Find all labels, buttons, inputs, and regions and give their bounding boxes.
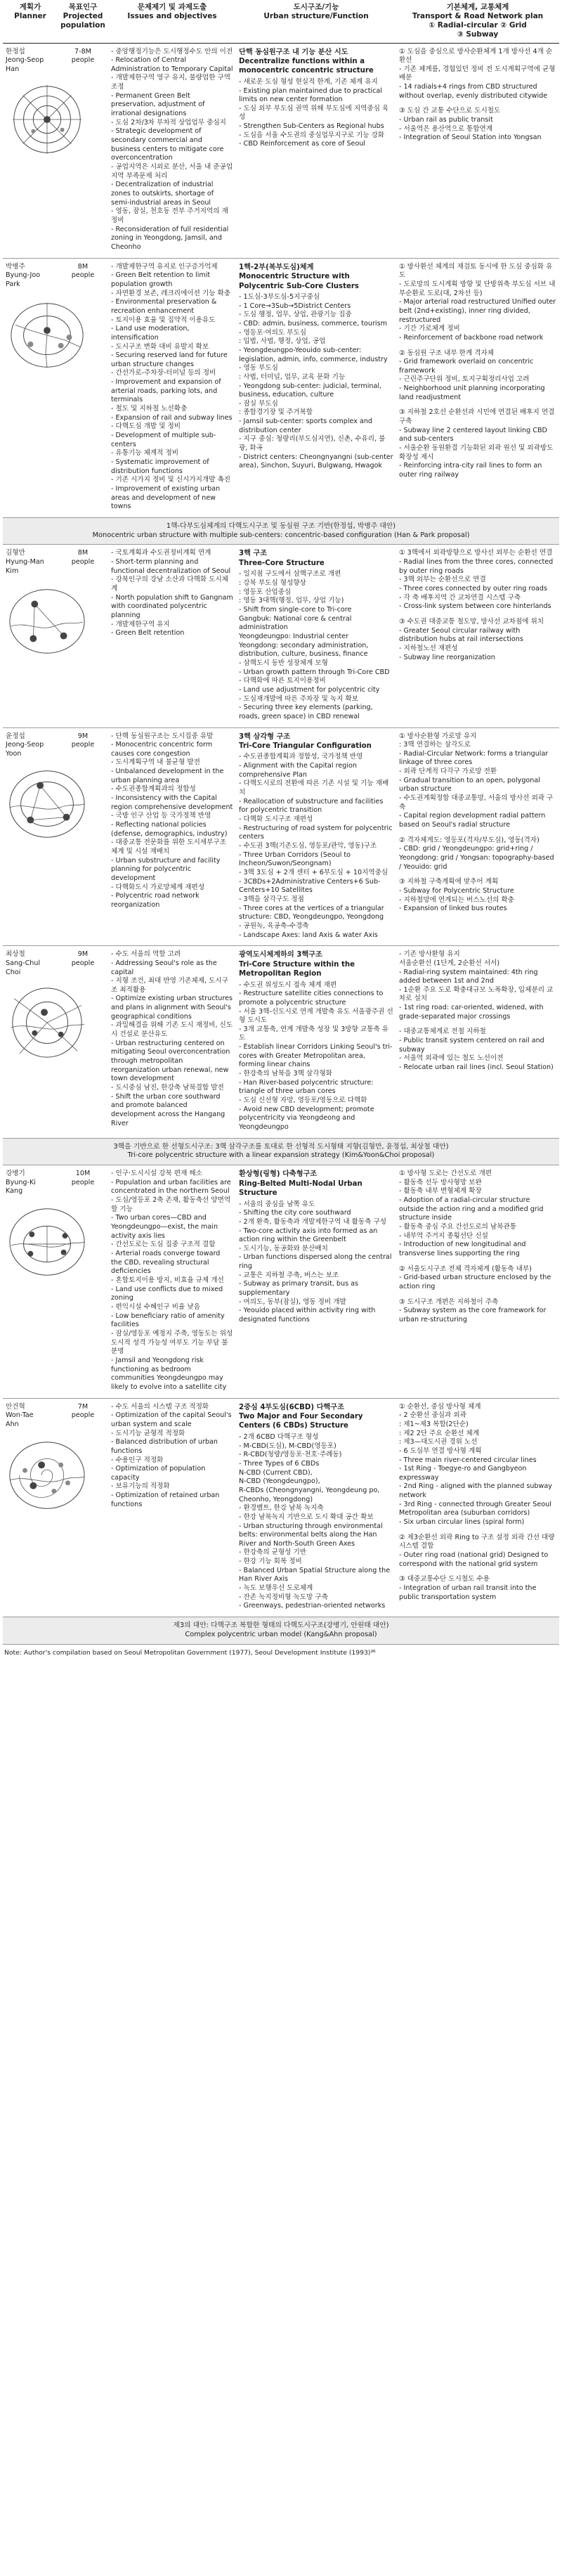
transport-subway: ③ 지하철 2호선 순환선과 시민에 연결된 배후지 연결 구축 - Subway line 2 centered layout linking CBD and sub-centers - 서울순환 동원환결 기능화된 외곽 원선 및 외곽방도 확장성 제시 - Reinforcing intra-city rail lines to form an outer ring railway <box>399 408 555 479</box>
urban-structure-cell <box>236 727 396 946</box>
polycentric-subcore-diagram <box>6 297 89 374</box>
three-core-diagram <box>6 583 89 660</box>
transport-radial-circular: ① 순환선, 중심 방사형 체계 - 2 순환선 중심과 외곽 : 제1~제3 복합(2단순) : 제2 2단 주요 순환선 체계 : 제3—대도시권 경위 노선 - 6 도심부 연결 방사형 계획 - Three main river-centered circular lines - 1st Ring - Toegye-ro and Gangbyeon expressway - 2nd Ring - aligned with the planned subway network - 3rd Ring - connected through Greater Seoul Metropolitan area (suburban corridors) - Six urban circular lines (spiral form) <box>399 1402 552 1527</box>
tri-core-triangle-diagram <box>6 765 89 843</box>
metropolitan-tri-core-diagram <box>6 984 89 1061</box>
transport-cell <box>396 727 559 946</box>
transport-radial-circular: ① 도심을 중심으로 방사순환체계 1개 방사선 4개 순환선 - 기존 체계를, 경험있던 정비 전 도시계획구역에 균형 배분 - 14 radials+4 rings from CBD structured without overlap, evenly distributed citywide <box>399 47 556 100</box>
urban-structure-cell <box>236 1165 396 1398</box>
planner-cell <box>3 43 58 258</box>
population-value: 9M people <box>58 727 108 946</box>
population-value: 8M people <box>58 545 108 727</box>
planner-name: 윤정섭 Jeong-Seop Yoon <box>6 732 44 758</box>
transport-radial-circular: ① 방사환선 체계의 재검토 동시에 한 도심 중심화 유도 - 도로망의 도시계획 방향 및 단방위축 부도심 서브 내부순환로 도로(대, 2차선 등) - Major arterial road restructured Unified outer belt (2nd+existing), inner ring divided, restructured - 기간 가로체계 정비 - Reinforcement of backbone road network <box>399 262 556 342</box>
transport-subway: - 대중교통체계로 전철 지하철 - Public transit system centered on rail and subway - 서울역 외곽에 있는 철도 노선이전 - Relocate urban rail lines (incl. Seoul Station) <box>399 1028 554 1072</box>
transport-grid: ② 서울도시구조 전체 격자체계 (활동축 내부) - Grid-based urban structure enclosed by the action ring <box>399 1264 551 1291</box>
summary-text: 1핵-다부도심체계의 다핵도시구조 및 동심원 구조 기반(한정섭, 박병주 대안) Monocentric urban structure with multiple sub-centers: concentric-based configuration (Han & Park proposal) <box>3 517 559 544</box>
plan-row-yoon <box>3 727 559 946</box>
issues-objectives: - 인구·도시시설 강북 편재 해소 - Population and urban facilities are concentrated in the northern Seoul - 도심/영등포 2축 존재, 활동축선 양면역할 기능 - Two urban cores—CBD and Yeongdeungpo—exist, the main activity axis lies - 간선도로는 도심 집중 구조적 결함 - Arterial roads converge toward the CBD, revealing structural deficiencies - 혼합토지이용 방지, 비효율 규제 개선 - Land use conflicts due to mixed zoning - 편익시설 수혜인구 비율 낮음 - Low beneficiary ratio of amenity facilities - 잠실/영등포 예정지 주축, 영동도는 위성도시적 성격 가능성 여부도 기능 부담 불분명 - Jamsil and Yeongdong risk functioning as bedroom communities Yeongdeungpo may likely to evolve into a satellite city <box>108 1165 236 1398</box>
planner-name: 안건혁 Won-Tae Ahn <box>6 1402 34 1428</box>
transport-subway: ③ 도심 간 교통 수단으로 도시철도 - Urban rail as public transit - 서울역은 용산역으로 통합연계 - Integration of Seoul Station into Yongsan <box>399 107 542 142</box>
table-header-row <box>3 0 559 43</box>
header-population: 목표인구 Projected population <box>58 0 108 43</box>
transport-radial-circular: ① 방사순환형 가로망 유지 : 3핵 연결하는 삼각도로 - Radial-Circular Network: forms a triangular linkage of three cores - 외곽 단계적 다각구 가로망 전환 - Gradual transition to an open, polygonal urban structure - 수도권계획정합 대중교통망, 서울의 방사선 외곽 구축 - Capital region development radial pattern based on Seoul's radial structure <box>399 732 554 829</box>
planner-name: 최상철 Sang-Chul Choi <box>6 950 41 976</box>
urban-structure-body: - 수도권 위성도시 접속 체계 재편 - Restructure satellite cities connections to promote a polycentric structure - 서울 3핵-신도시로 연계 개발축 유도 서울광주권 선형 도시도 - 3개 교통축, 연계 개발축 성장 및 3방향 교통축 유도 - Establish linear Corridors Linking Seoul's tri-cores with Greater Metropolitan area, forming linear chains - 한강축의 남북을 3핵 삼각형화 - Han River-based polycentric structure: triangle of three urban cores - 도심 신선형 자망, 영등포/영동으로 다핵화 - Avoid new CBD development; promote polycentricity via Yeongdeong and Yeongdeungpo <box>239 980 393 1132</box>
urban-structure-cell <box>236 43 396 258</box>
issues-objectives: - 수도 서울의 시스템 구조 적정화 - Optimization of the capital Seoul's urban system and scale - 도시기능 균형적 적정화 - Balanced distribution of urban functions - 수용인구 적정화 - Optimization of population capacity - 보유기능의 적정화 - Optimization of retained urban functions <box>108 1398 236 1617</box>
summary-text: 제3의 대안: 다핵구조 복합한 형태의 다핵도시구조(강병기, 안원태 대안) Complex polycentric urban model (Kang&Ahn proposal) <box>3 1617 559 1644</box>
plan-row-park <box>3 258 559 517</box>
population-value: 10M people <box>58 1165 108 1398</box>
issues-objectives: - 국토계획과 수도권정비계획 연계 - Short-term planning and functional decentralization of Seoul - 강북인구의 강남 소산과 다핵화 도시체계 - North population shift to Gangnam with coordinated polycentric planning - 개발제한구역 유지 - Green Belt retention <box>108 545 236 727</box>
planner-name: 강병기 Byung-Ki Kang <box>6 1170 36 1196</box>
urban-structure-title: 광역도시체계하의 3핵구조 Tri-Core Structure within the Metropolitan Region <box>239 951 355 978</box>
urban-structure-cell <box>236 946 396 1139</box>
transport-subway: ③ 지하철 구축계획에 맞추어 계획 - Subway for Polycentric Structure - 지하철망에 연계되는 버스노선의 확충 - Expansion of linked bus routes <box>399 878 514 913</box>
population-value: 7-8M people <box>58 43 108 258</box>
urban-structure-title: 3핵 구조 Three-Core Structure <box>239 550 325 567</box>
planner-name: 한정섭 Jeong-Seop Han <box>6 47 44 73</box>
urban-structure-body: - 일지점 구도에서 삼핵구조로 개편 : 강북 부도심 형성향상 : 영등포 산업중심 : 영동 3대핵(행정, 업무, 상업 기능) - Shift from single-core to Tri-core Gangbuk: National core & central administration Yeongdeungpo: Industrial center Yeongdong: secondary administration, distribution, culture, business, finance - 삼핵도시 동반 성장체계 모형 - Urban growth pattern through Tri-Core CBD - 다핵화에 따른 토지이용정비 - Land use adjustment for polycentric city - 도심재개발에 따른 주차장 및 녹지 확보 - Securing three key elements (parking, roads, green space) in CBD renewal <box>239 570 390 720</box>
header-issues: 문제제기 및 과제도출 Issues and objectives <box>108 0 236 43</box>
transport-cell <box>396 43 559 258</box>
plan-row-kim <box>3 545 559 727</box>
transport-radial-circular: - 기존 방사환형 유지 서울순환선 (1단계, 2순환선 서서) - Radial-ring system maintained: 4th ring added between 1st and 2nd - 1순환 주요 도로 확충대규모 노폭확장, 입체분리 교차로 설치 - 1st ring road: car-oriented, widened, with grade-separated major crossings <box>399 950 554 1021</box>
population-value: 8M people <box>58 258 108 517</box>
summary-row-complex <box>3 1617 559 1644</box>
urban-structure-title: 3핵 삼각형 구조 Tri-Core Triangular Configuration <box>239 732 372 750</box>
transport-subway: ③ 대중교통수단 도시철도 수용 - Integration of urban rail transit into the public transportation system <box>399 1575 537 1601</box>
population-value: 7M people <box>58 1398 108 1617</box>
issues-objectives: - 수도 서울의 역할 고려 - Addressing Seoul's role as the capital - 지형 조건, 최대 반영 기존체제, 도시구조 최적활용 - Optimize existing urban structures and plans in alignment with Seoul's geographical conditions - 과밀해결을 위해 기존 도시 재정비, 신도시 건설로 분산유도 - Urban restructuring centered on mitigating Seoul overconcentration through metropolitan reorganization urban renewal, new town development - 도시중심 남진, 한강축 남북결합 발전 - Shift the urban core southward and promote balanced development across the Hangang River <box>108 946 236 1139</box>
planner-name: 박병주 Byung-Joo Park <box>6 262 41 288</box>
transport-cell <box>396 1165 559 1398</box>
concentric-structure-diagram <box>6 81 89 158</box>
urban-structure-cell <box>236 1398 396 1617</box>
planner-cell <box>3 727 58 946</box>
transport-subway: ③ 도시구조 개편은 지하철이 주축 - Subway system as the core framework for urban re-structuring <box>399 1297 547 1324</box>
transport-cell <box>396 258 559 517</box>
urban-structure-body: - 수도권종합계획과 정합성, 국가정책 반영 - Alignment with the Capital region comprehensive Plan - 다핵도시로의 전환에 따른 기존 시설 및 기능 재배치 - Reallocation of substructure and facilities for polycentric transition - 다핵화 도시구조 재편성 - Restructuring of road system for polycentric centers - 수도권 3핵(기존도심, 영등포/관악, 영동)구조 - Three Urban Corridors (Seoul to Incheon/Suwon/Seongnam) - 3핵 3도심 + 2개 센터 + 6부도심 + 10지역중심 - 3CBDs+2Administrative Centers+6 Sub-Centers+10 Satellites - 3핵을 삼각구도 정점 - Three cores at the vertices of a triangular structure: CBD, Yeongdeungpo, Yeongdong - 공원녹, 육공축-수경축 - Landscape Axes: land Axis & water Axis <box>239 753 393 939</box>
transport-grid: ② 제3순환선 외곽 Ring to 구조 설정 외곽 간선 대량 시스템 결합 - Outer ring road (national grid) Designed to correspond with the national grid system <box>399 1533 555 1568</box>
header-planner: 계획가 Planner <box>3 0 58 43</box>
planner-cell <box>3 545 58 727</box>
urban-structure-title: 환상형(링형) 다축형구조 Ring-Belted Multi-Nodal Urban Structure <box>239 1170 362 1198</box>
urban-structure-cell <box>236 545 396 727</box>
issues-objectives: - 단핵 동심원구조는 도시집중 유발 - Monocentric concentric form causes core congestion - 도시계획구역 내 불균형 발전 - Unbalanced development in the urban planning area - 수도권종합계획과의 정합성 - Inconsistency with the Capital region comprehensive development - 국방 인구 산업 등 국가정책 반영 - Reflecting national policies (defense, demographics, industry) - 대중교통 전문화를 위한 도시세부구조 체계 및 시설 재배치 - Urban substructure and facility planning for polycentric development - 다핵화도시 가로망체계 재편성 - Polycentric road network reorganization <box>108 727 236 946</box>
summary-text: 3핵을 기반으로 한 선형도시구조: 3핵 삼각구조를 토대로 한 선형적 도시형태 지향(김형만, 윤정섭, 최상철 대안) Tri-core polycentric structure with a linear expansion strategy (Kim&Yoon&Choi proposal) <box>3 1138 559 1165</box>
planner-name: 김형만 Hyung-Man Kim <box>6 549 44 575</box>
plan-row-kang <box>3 1165 559 1398</box>
header-transport: 기본체계, 교통체계 Transport & Road Network plan ① Radial-circular ② Grid ③ Subway <box>396 0 559 43</box>
ring-belted-diagram <box>6 1203 89 1281</box>
urban-structure-body: - 2개 6CBD 다핵구조 형성 - M-CBD(도심), M-CBD(영등포) - R-CBD(청량/영등포·천호·주례동) - Three Types of 6 CBDs N-CBD (Current CBD), N-CBD (Yeongdeungpo), R-CBDs (Cheongnyangni, Yeongdeung po, Cheonho, Yeongdong) - 환경벨트, 한강 남북 녹지축 - 한강 남북녹지 기반으로 도시 확대 공간 확보 - Urban structuring through environmental belts: environmental belts along the Han River and North-South Green Axes - 한강축의 균형성 기반 - 한강 기능 회복 정비 - Balanced Urban Spatial Structure along the Han River Axis - 녹도 보행우선 도로체계 - 잔존 녹지정비형 녹도망 구축 - Greenways, pedestrian-oriented networks <box>239 1432 391 1610</box>
urban-structure-body: - 1도심-3부도심-5지구중심 - 1 Core→3Sub→5District Centers - 도심 행정, 업무, 상업, 관광기능 집중 - CBD: admin, business, commerce, tourism - 영등포·여의도 부도심 : 입법, 사법, 행정, 상업, 공업 - Yeongdeungpo-Yeouido sub-center: legislation, admin, info, commerce, industry - 영동 부도심 : 사법, 터미널, 업무, 교육 문화 기능 - Yeongdong sub-center: judicial, terminal, business, education, culture - 잠실 부도심 : 종합경기장 및 주거복합 - Jamsil sub-center: sports complex and distribution center - 지구 중심: 청량리(부도심지연), 신촌, 수유리, 불광, 화곡 - District centers: Cheongnyangni (sub-center area), Sinchon, Suyuri, Bulgwang, Hwagok <box>239 292 393 470</box>
transport-grid: ② 동심원 구조 내부 한계 격자체 - Grid framework overlaid on concentric framework - 근린주구단위 정비, 토지구획정리사업 고려 - Neighborhood unit planning incorporating land readjustment <box>399 349 545 401</box>
transport-cell <box>396 545 559 727</box>
plan-row-ahn <box>3 1398 559 1617</box>
urban-structure-body: - 서울의 중심을 남쪽 유도 - Shifting the city core southward - 2개 환축, 활동축과 개발제한구역 내 활동축 구성 - Two-core activity axis into formed as an action ring within the Greenbelt - 도시기능, 동공화와 분산배치 - Urban functions dispersed along the central ring - 교통은 지하철 주축, 버스는 보조 - Subway as primary transit, bus as supplementary - 여의도, 동부(잠실), 영동 정비 개발 - Yeouido placed within activity ring with designated functions <box>239 1200 392 1324</box>
urban-structure-body: - 새로운 도심 형성 현실적 한계, 기존 체계 유지 - Existing plan maintained due to practical limits on new center formation - 도심 외부 부도심 권역 위해 부도심에 지역중심 육성 - Strengthen Sub-Centers as Regional hubs - 도심을 서울 수도권의 중심업무지구로 기능 강화 - CBD Reinforcement as core of Seoul <box>239 77 389 148</box>
issues-objectives: - 개발제한구역 유지로 인구증가억제 - Green Belt retention to limit population growth - 자연환경 보존, 레크리에이션 기능 확충 - Environmental preservation & recreation enhancement - 토지이용 효율 및 집약적 이용유도 - Land use moderation, intensification - 도시구조 변화 대비 유발지 확보 - Securing reserved land for future urban structure changes - 간선가로-주차장-터미널 등의 정비 - Improvement and expansion of arterial roads, parking lots, and terminals - 철도 및 지하철 노선확충 - Expansion of rail and subway lines - 다핵도심 개발 및 정비 - Development of multiple sub-centers - 유통기능 체계적 정비 - Systematic improvement of distribution functions - 기존 시가지 정비 및 신시가지개발 촉진 - Improvement of existing urban areas and development of new towns <box>108 258 236 517</box>
planner-cell <box>3 258 58 517</box>
source-note: Note: Author's compilation based on Seoul Metropolitan Government (1977), Seoul Development Institute (1993)³⁶ <box>4 1648 376 1657</box>
transport-radial-circular: ① 방사형 도로는 간선도로 개편 - 활동축 선두 방사형망 보완 - 활동축 내부 변형체계 확장 - Adoption of a radial-circular structure outside the action ring and a modified grid structure inside - 활동축 중심 주요 간선도로의 남북관통 - 내부역 주거지 종횡선단 신설 - Introduction of new longitudinal and transverse lines supporting the ring <box>399 1170 544 1258</box>
planner-cell <box>3 946 58 1139</box>
transport-cell <box>396 1398 559 1617</box>
population-value: 9M people <box>58 946 108 1139</box>
transport-cell <box>396 946 559 1139</box>
planning-comparison-table <box>3 0 559 1645</box>
urban-structure-title: 2중심 4부도심(6CBD) 다핵구조 Two Major and Four Secondary Centers (6 CBDs) Structure <box>239 1403 363 1430</box>
planner-cell <box>3 1398 58 1617</box>
transport-grid: ② 격자체계도: 영등포(격자/부도심), 영동(격자) - CBD: grid / Yeongdeungpo: grid+ring / Yeongdong: grid / Yongsan: topography-based / Yeouido: grid <box>399 836 554 871</box>
urban-structure-cell <box>236 258 396 517</box>
urban-structure-title: 1핵-2부(복부도심)체계 Monocentric Structure with Polycentric Sub-Core Clusters <box>239 263 359 290</box>
transport-radial-circular: ① 3핵에서 외곽방향으로 방사선 외부는 순환선 연결 - Radial lines from the three cores, connected by outer ring roads - 3핵 외부는 순환선으로 연결 - Three cores connected by outer ring roads - 각 축 배후지역 간 교차연결 시스템 구축 - Cross-link system between core hinterlands <box>399 549 554 611</box>
transport-subway: ③ 수도권 대중교통 철도망, 방사선 교차점에 위치 - Greater Seoul circular railway with distribution hubs at rail intersections - 지하철노선 재편성 - Subway line reorganization <box>399 618 544 661</box>
summary-row-tri-core <box>3 1138 559 1165</box>
summary-row-monocentric <box>3 517 559 544</box>
plan-row-han <box>3 43 559 258</box>
issues-objectives: - 중앙행정기능은 도시행정수도 안의 이전 - Relocation of Central Administration to Temporary Capital - 개발제한구역 영구 유지, 불량업한 구역 조정 - Permanent Green Belt preservation, adjustment of irrational designations - 도심 2차/3차 부차적 상업업무 중심지 - Strategic development of secondary commercial and business centers to mitigate core overconcentration - 공업지역은 시외로 분산, 서울 내 준공업지역 부족문제 처리 - Decentralization of industrial zones to outskirts, shortage of semi-industrial areas in Seoul - 영동, 잠실, 천호동 전부 주거지역의 재정비 - Reconsideration of full residential zoning in Yeongdong, Jamsil, and Cheonho <box>108 43 236 258</box>
planner-cell <box>3 1165 58 1398</box>
plan-row-choi <box>3 946 559 1139</box>
urban-structure-title: 단핵 동심원구조 내 기능 분산 시도 Decentralize functions within a monocentric concentric structure <box>239 48 374 75</box>
six-cbd-multinuclear-diagram <box>6 1437 89 1514</box>
header-urban-structure: 도시구조/기능 Urban structure/Function <box>236 0 396 43</box>
